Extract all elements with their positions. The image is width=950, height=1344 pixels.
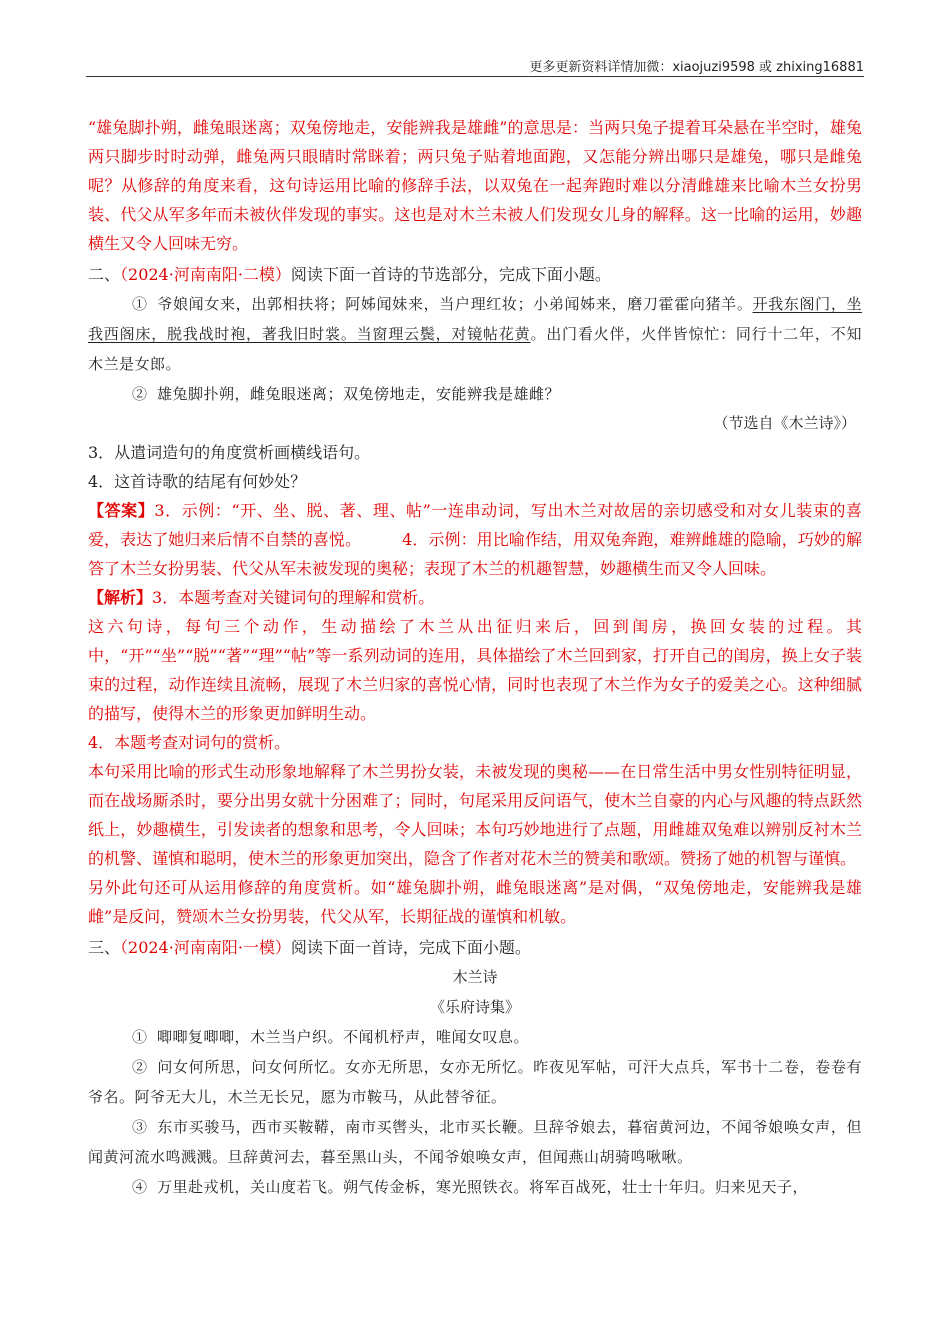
poem-title: 木兰诗	[452, 968, 498, 986]
section-3-source: （2024·河南南阳·一模）	[120, 938, 291, 957]
answer-block	[88, 496, 862, 583]
answer-3: 3．示例：“开、坐、脱、著、理、帖”一连串动词，写出木兰对故居的亲切感受和对女儿装束的喜爱，表达了她归来后情不自禁的喜悦。	[88, 501, 862, 549]
header-note: 更多更新资料详情加微：xiaojuzi9598 或 zhixing16881	[529, 60, 864, 75]
poem-excerpt-1-start: ① 爷娘闻女来，出郭相扶将；阿姊闻妹来，当户理红妆；小弟闻姊来，磨刀霍霍向猪羊。	[132, 295, 753, 313]
analysis-4-head: 4．本题考查对词句的赏析。	[88, 733, 291, 752]
stanza-2: ② 问女何所思，问女何所忆。女亦无所思，女亦无所忆。昨夜见军帖，可汗大点兵，军书十二卷，卷卷有爷名。阿爷无大儿，木兰无长兄，愿为市鞍马，从此替爷征。	[88, 1058, 862, 1106]
section-2-number: 二、	[88, 265, 121, 284]
question-3: 3．从遣词造句的角度赏析画横线语句。	[88, 443, 371, 462]
section-2-source: （2024·河南南阳·二模）	[120, 265, 291, 284]
poem-excerpt-2: ② 雄兔脚扑朔，雌兔眼迷离；双兔傍地走，安能辨我是雄雌？	[132, 385, 561, 403]
section-2-instruction: 阅读下面一首诗的节选部分，完成下面小题。	[290, 265, 611, 284]
poem-citation: （节选自《木兰诗》）	[713, 414, 856, 432]
section-2-heading	[88, 260, 862, 289]
section-3-heading	[88, 933, 862, 962]
section-3-instruction: 阅读下面一首诗，完成下面小题。	[290, 938, 531, 957]
section-3-number: 三、	[88, 938, 121, 957]
answer-4: 4．示例：用比喻作结，用双兔奔跑，难辨雌雄的隐喻，巧妙的解答了木兰女扮男装、代父从军未被发现的奥秘；表现了木兰的机趣智慧，妙趣横生而又令人回味。	[88, 530, 862, 578]
analysis-tag: 【解析】	[88, 588, 153, 607]
intro-paragraph: “雄兔脚扑朔，雌兔眼迷离；双兔傍地走，安能辨我是雄雌”的意思是：当两只兔子提着耳朵悬在半空时，雄兔两只脚步时时动弹，雌兔两只眼睛时常眯着；两只兔子贴着地面跑，又怎能分辨出哪只是雄兔，哪只是雌兔呢？从修辞的角度来看，这句诗运用比喻的修辞手法，以双兔在一起奔跑时难以分清雌雄来比喻木兰女扮男装、代父从军多年而未被伙伴发现的事实。这也是对木兰未被人们发现女儿身的解释。这一比喻的运用，妙趣横生又令人回味无穷。	[88, 118, 862, 253]
analysis-4-body: 本句采用比喻的形式生动形象地解释了木兰男扮女装，未被发现的奥秘——在日常生活中男女性别特征明显，而在战场厮杀时，要分出男女就十分困难了；同时，句尾采用反问语气，使木兰自豪的内心与风趣的特点跃然纸上，妙趣横生，引发读者的想象和思考，令人回味；本句巧妙地进行了点题，用雌雄双兔难以辨别反衬木兰的机警、谨慎和聪明，使木兰的形象更加突出，隐含了作者对花木兰的赞美和歌颂。赞扬了她的机智与谨慎。	[88, 762, 862, 868]
poem-excerpt-1	[88, 289, 862, 379]
stanza-1: ① 唧唧复唧唧，木兰当户织。不闻机杼声，唯闻女叹息。	[132, 1028, 530, 1046]
stanza-3: ③ 东市买骏马，西市买鞍鞯，南市买辔头，北市买长鞭。旦辞爷娘去，暮宿黄河边，不闻爷娘唤女声，但闻黄河流水鸣溅溅。旦辞黄河去，暮至黑山头，不闻爷娘唤女声，但闻燕山胡骑鸣啾啾。	[88, 1118, 862, 1166]
poem-excerpt-1-end: 。出门看火伴，火伴皆惊忙：同行十二年，不知木兰是女郎。	[88, 325, 862, 373]
analysis-3-title: 3．本题考查对关键词句的理解和赏析。	[152, 588, 435, 607]
poem-collection: 《乐府诗集》	[429, 998, 520, 1016]
analysis-3-body: 这六句诗，每句三个动作，生动描绘了木兰从出征归来后，回到闺房，换回女装的过程。其中，“开”“坐”“脱”“著”“理”“帖”等一系列动词的连用，具体描绘了木兰回到家，打开自己的闺房，换上女子装束的过程，动作连续且流畅，展现了木兰归家的喜悦心情，同时也表现了木兰作为女子的爱美之心。这种细腻的描写，使得木兰的形象更加鲜明生动。	[88, 617, 862, 723]
question-4: 4．这首诗歌的结尾有何妙处？	[88, 472, 307, 491]
analysis-4-extra: 另外此句还可从运用修辞的角度赏析。如“雄兔脚扑朔，雌兔眼迷离”是对偶，“双兔傍地走，安能辨我是雄雌”是反问，赞颂木兰女扮男装，代父从军，长期征战的谨慎和机敏。	[88, 878, 862, 926]
header-divider	[86, 76, 864, 77]
stanza-4: ④ 万里赴戎机，关山度若飞。朔气传金柝，寒光照铁衣。将军百战死，壮士十年归。归来见天子，	[132, 1178, 809, 1196]
underlined-lines: 开我东阁门，坐我西阁床，脱我战时袍，著我旧时裳。当窗理云鬓，对镜帖花黄	[88, 295, 862, 343]
analysis-3-head	[88, 583, 862, 612]
answer-tag: 【答案】	[88, 501, 155, 520]
document-body	[88, 113, 862, 1202]
